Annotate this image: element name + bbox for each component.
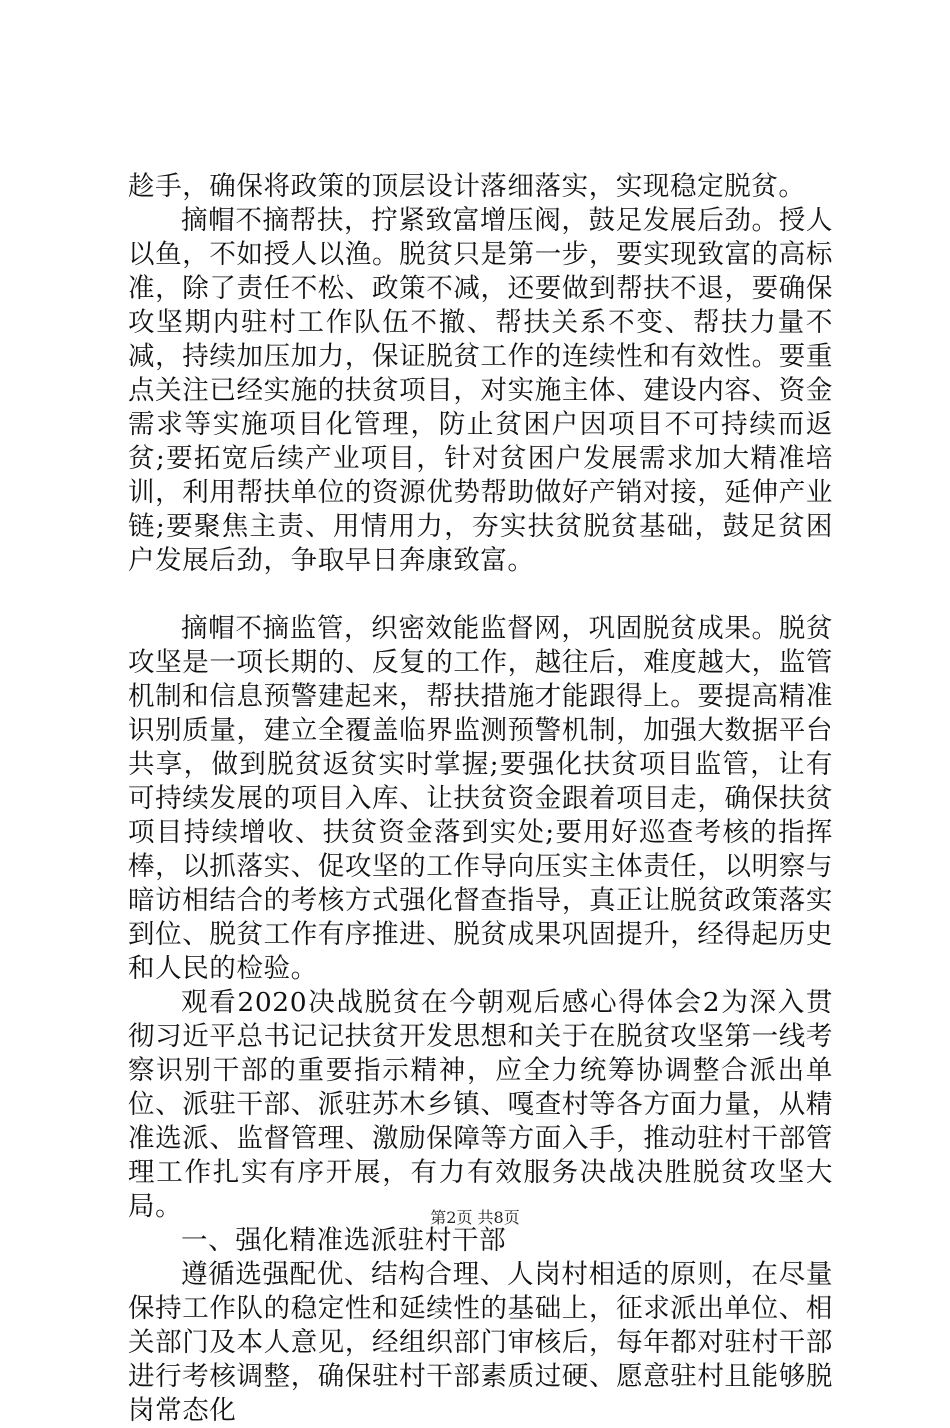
paragraph-supervision: 摘帽不摘监管，织密效能监督网，巩固脱贫成果。脱贫攻坚是一项长期的、反复的工作，越往后，难度越大，监管机制和信息预警建起来，帮扶措施才能跟得上。要提高精准识别质量，建立全覆盖临界监测预警机制，加强大数据平台共享，做到脱贫返贫实时掌握;要强化扶贫项目监管，让有可持续发展的项目入库、让扶贫资金跟着项目走，确保扶贫项目持续增收、扶贫资金落到实处;要用好巡查考核的指挥棒，以抓落实、促攻坚的工作导向压实主体责任，以明察与暗访相结合的考核方式强化督查指导，真正让脱贫政策落实到位、脱贫工作有序推进、脱贫成果巩固提升，经得起历史和人民的检验。 (128, 613, 833, 984)
paragraph-essay-intro: 观看2020决战脱贫在今朝观后感心得体会2为深入贯彻习近平总书记记扶贫开发思想和关于在脱贫攻坚第一线考察识别干部的重要指示精神，应全力统筹协调整合派出单位、派驻干部、派驻苏木乡镇、嘎查村等各方面力量，从精准选派、监督管理、激励保障等方面入手，推动驻村干部管理工作扎实有序开展，有力有效服务决战决胜脱贫攻坚大局。 (128, 987, 833, 1222)
section-heading: 一、强化精准选派驻村干部 (181, 1225, 507, 1256)
paragraph-selection: 遵循选强配优、结构合理、人岗村相适的原则，在尽量保持工作队的稳定性和延续性的基础上，征求派出单位、相关部门及本人意见，经组织部门审核后，每年都对驻村干部进行考核调整，确保驻村干部素质过硬、愿意驻村且能够脱岗常态化 (128, 1259, 833, 1426)
document-body (128, 170, 833, 1428)
paragraph-assistance: 摘帽不摘帮扶，拧紧致富增压阀，鼓足发展后劲。授人以鱼，不如授人以渔。脱贫只是第一步，要实现致富的高标准，除了责任不松、政策不减，还要做到帮扶不退，要确保攻坚期内驻村工作队伍不撤、帮扶关系不变、帮扶力量不减，持续加压加力，保证脱贫工作的连续性和有效性。要重点关注已经实施的扶贫项目，对实施主体、建设内容、资金需求等实施项目化管理，防止贫困户因项目不可持续而返贫;要拓宽后续产业项目，针对贫困户发展需求加大精准培训，利用帮扶单位的资源优势帮助做好产销对接，延伸产业链;要聚焦主责、用情用力，夯实扶贫脱贫基础，鼓足贫困户发展后劲，争取早日奔康致富。 (128, 205, 833, 576)
paragraph-continuation: 趁手，确保将政策的顶层设计落细落实，实现稳定脱贫。 (128, 171, 806, 202)
page-number-footer: 第2页 共8页 (430, 1208, 520, 1227)
